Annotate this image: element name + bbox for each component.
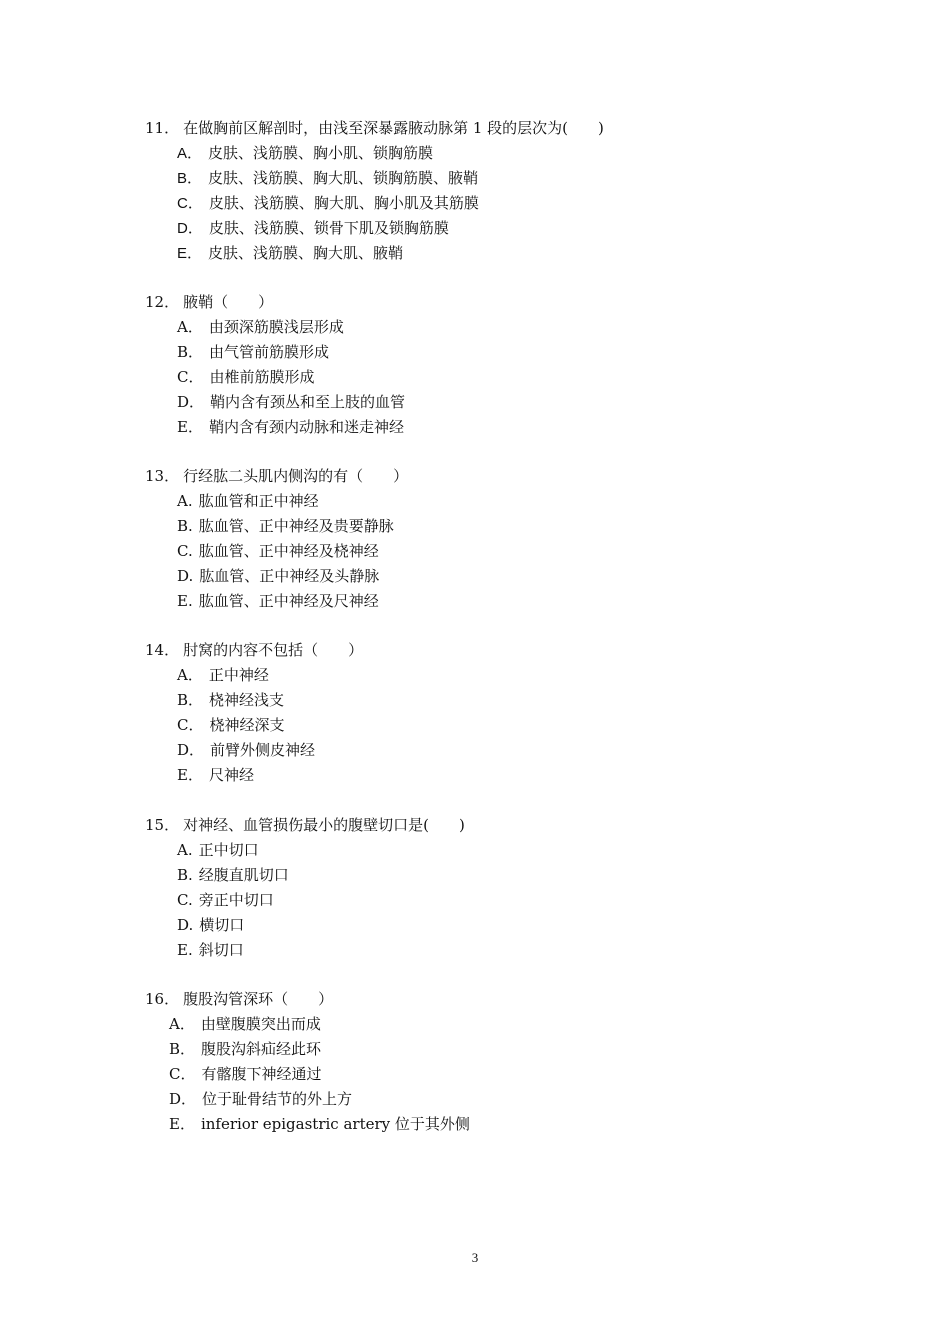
- question-text: 在做胸前区解剖时，由浅至深暴露腋动脉第 1 段的层次为( ): [183, 119, 604, 137]
- option-a: [177, 141, 604, 166]
- option-a: [177, 489, 408, 514]
- option-e: [177, 938, 465, 963]
- question-13: [145, 464, 408, 614]
- option-list: [145, 663, 363, 788]
- option-text: 斜切口: [198, 941, 244, 959]
- option-text: 鞘内含有颈内动脉和迷走神经: [208, 418, 404, 436]
- option-label: C.: [177, 542, 193, 560]
- option-list: [145, 315, 405, 440]
- option-text: 肱血管和正中神经: [198, 492, 319, 510]
- question-stem: [145, 638, 363, 663]
- option-a: [169, 1012, 470, 1037]
- option-label: A．: [169, 1015, 195, 1033]
- option-a: [177, 663, 363, 688]
- question-number: 16．: [145, 990, 180, 1008]
- question-stem: [145, 987, 470, 1012]
- question-text: 腋鞘（ ）: [183, 293, 274, 311]
- option-text: 肱血管、正中神经及头静脉: [199, 567, 380, 585]
- option-label: C．: [177, 368, 204, 386]
- option-e: [177, 589, 408, 614]
- option-b: [177, 340, 405, 365]
- option-text: 由颈深筋膜浅层形成: [208, 318, 344, 336]
- option-label: D.: [177, 916, 194, 934]
- option-d: [177, 564, 408, 589]
- option-label: D．: [169, 1090, 197, 1108]
- option-text: 腹股沟斜疝经此环: [201, 1040, 322, 1058]
- option-text: 经腹直肌切口: [198, 866, 289, 884]
- option-e: [177, 241, 604, 266]
- option-text: 横切口: [199, 916, 245, 934]
- question-14: [145, 638, 363, 788]
- option-c: [177, 191, 604, 216]
- option-text: 皮肤、浅筋膜、胸大肌、锁胸筋膜、腋鞘: [208, 169, 479, 187]
- question-15: [145, 813, 465, 963]
- option-b: [177, 166, 604, 191]
- option-c: [177, 539, 408, 564]
- question-number: 14．: [145, 641, 180, 659]
- option-text: 肱血管、正中神经及贵要静脉: [198, 517, 394, 535]
- page-number: 3: [471, 1250, 479, 1265]
- option-text: inferior epigastric artery 位于其外侧: [200, 1115, 470, 1133]
- option-text: 尺神经: [208, 766, 254, 784]
- option-text: 皮肤、浅筋膜、胸小肌、锁胸筋膜: [208, 144, 434, 162]
- option-text: 桡神经浅支: [209, 691, 285, 709]
- option-label: A．: [177, 318, 203, 336]
- option-d: [169, 1087, 470, 1112]
- option-list: [145, 1012, 470, 1137]
- option-e: [177, 415, 405, 440]
- question-stem: [145, 290, 405, 315]
- option-c: [177, 365, 405, 390]
- option-e: [169, 1112, 470, 1137]
- option-text: 皮肤、浅筋膜、胸大肌、胸小肌及其筋膜: [208, 194, 479, 212]
- option-a: [177, 838, 465, 863]
- option-label: B．: [177, 343, 204, 361]
- option-b: [177, 688, 363, 713]
- option-label: B.: [177, 517, 193, 535]
- question-number: 12．: [145, 293, 180, 311]
- option-e: [177, 763, 363, 788]
- option-text: 桡神经深支: [209, 716, 285, 734]
- option-c: [169, 1062, 470, 1087]
- option-label: B．: [169, 1040, 196, 1058]
- option-text: 有髂腹下神经通过: [201, 1065, 322, 1083]
- option-d: [177, 738, 363, 763]
- option-label: A．: [177, 666, 203, 684]
- option-label: B．: [177, 170, 203, 187]
- option-label: D．: [177, 393, 205, 411]
- option-a: [177, 315, 405, 340]
- option-label: D．: [177, 741, 205, 759]
- option-label: C．: [177, 195, 203, 212]
- option-label: C.: [177, 891, 193, 909]
- option-text: 由椎前筋膜形成: [209, 368, 315, 386]
- question-12: [145, 290, 405, 440]
- question-stem: [145, 116, 604, 141]
- option-b: [169, 1037, 470, 1062]
- option-label: E．: [177, 245, 203, 262]
- question-text: 行经肱二头肌内侧沟的有（ ）: [183, 467, 409, 485]
- option-text: 皮肤、浅筋膜、锁骨下肌及锁胸筋膜: [208, 219, 449, 237]
- option-b: [177, 514, 408, 539]
- option-text: 正中神经: [208, 666, 269, 684]
- option-label: E．: [177, 766, 203, 784]
- option-list: [145, 489, 408, 614]
- option-text: 皮肤、浅筋膜、胸大肌、腋鞘: [208, 244, 404, 262]
- option-label: B.: [177, 866, 193, 884]
- option-label: A.: [177, 492, 193, 510]
- option-label: E.: [177, 941, 193, 959]
- option-text: 旁正中切口: [198, 891, 274, 909]
- option-d: [177, 913, 465, 938]
- option-text: 前臂外侧皮神经: [210, 741, 316, 759]
- option-d: [177, 216, 604, 241]
- question-text: 对神经、血管损伤最小的腹壁切口是( ): [183, 816, 465, 834]
- option-label: B．: [177, 691, 204, 709]
- option-label: A．: [177, 145, 203, 162]
- option-label: E.: [177, 592, 193, 610]
- option-text: 鞘内含有颈丛和至上肢的血管: [210, 393, 406, 411]
- option-list: [145, 141, 604, 266]
- option-list: [145, 838, 465, 963]
- question-stem: [145, 813, 465, 838]
- question-number: 13．: [145, 467, 180, 485]
- option-label: D．: [177, 220, 203, 237]
- option-text: 正中切口: [198, 841, 259, 859]
- option-text: 由壁腹膜突出而成: [200, 1015, 321, 1033]
- option-c: [177, 713, 363, 738]
- option-label: E．: [169, 1115, 195, 1133]
- question-stem: [145, 464, 408, 489]
- option-text: 位于耻骨结节的外上方: [202, 1090, 353, 1108]
- option-text: 肱血管、正中神经及桡神经: [198, 542, 379, 560]
- option-c: [177, 888, 465, 913]
- option-d: [177, 390, 405, 415]
- option-label: C．: [177, 716, 204, 734]
- question-number: 11．: [145, 119, 180, 137]
- option-b: [177, 863, 465, 888]
- option-text: 肱血管、正中神经及尺神经: [198, 592, 379, 610]
- question-text: 肘窝的内容不包括（ ）: [183, 641, 364, 659]
- question-16: [145, 987, 470, 1137]
- question-text: 腹股沟管深环（ ）: [183, 990, 334, 1008]
- option-label: A.: [177, 841, 193, 859]
- option-text: 由气管前筋膜形成: [209, 343, 330, 361]
- option-label: C．: [169, 1065, 196, 1083]
- question-11: [145, 116, 604, 266]
- option-label: E．: [177, 418, 203, 436]
- question-number: 15．: [145, 816, 180, 834]
- option-label: D.: [177, 567, 194, 585]
